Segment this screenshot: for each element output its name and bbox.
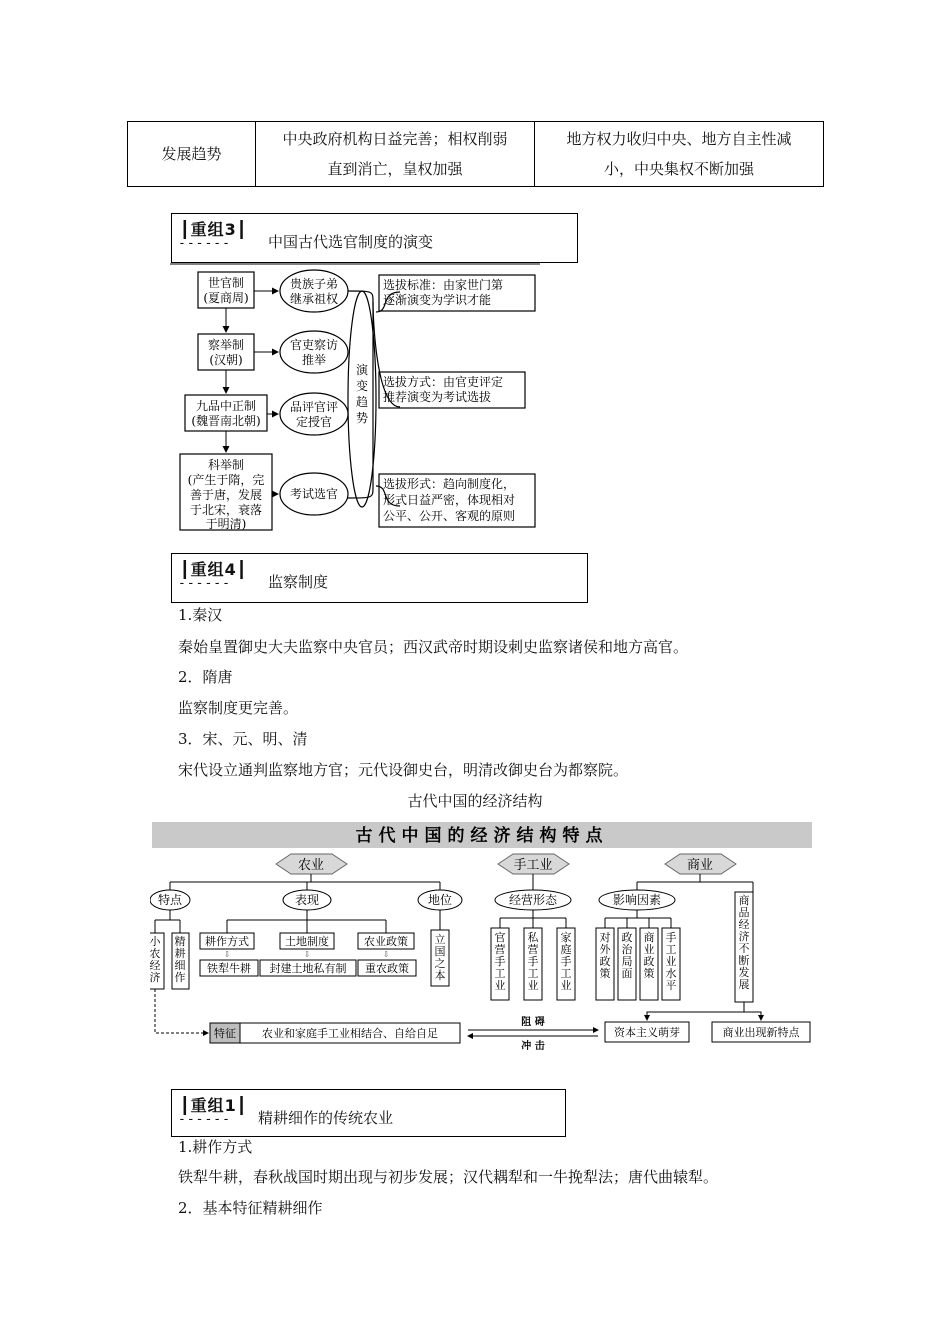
tezheng-label: 特征	[214, 1027, 236, 1040]
group1-header	[171, 1089, 566, 1137]
method-2-l1: 官吏察访	[289, 338, 339, 352]
diwei-label: 地位	[427, 893, 453, 907]
system-3-l1: 九品中正制	[195, 399, 257, 413]
trend-char-2: 变	[355, 379, 369, 393]
svg-text:⇩: ⇩	[303, 950, 311, 959]
tudi-label: 土地制度	[285, 935, 329, 948]
group1-title: 精耕细作的传统农业	[258, 1109, 394, 1127]
system-4-l1: 科举制	[207, 458, 245, 472]
system-4-l2: (产生于隋，完	[187, 473, 265, 487]
trend-char-1: 演	[355, 363, 369, 377]
trend-2-l2: 推荐演变为考试选拔	[383, 390, 492, 404]
method-3-l1: 品评官评	[289, 400, 339, 414]
zibenzhuyi-label: 资本主义萌芽	[614, 1026, 680, 1039]
trend-char-3: 趋	[355, 395, 369, 409]
method-4-l1: 考试选官	[289, 487, 339, 501]
trend-1-l1: 选拔标准：由家世门第	[383, 278, 504, 292]
zhongnong-label: 重农政策	[365, 962, 409, 975]
duiwai-label: 对外政策	[599, 931, 611, 980]
method-1-l1: 贵族子弟	[289, 277, 339, 291]
trend-table	[127, 121, 824, 187]
trend-central	[256, 122, 535, 187]
group4-tag: ┃重组4┃	[180, 560, 248, 579]
tedian-label: 特点	[157, 893, 183, 907]
agri-label: 农业	[297, 858, 325, 873]
trend-local-line1: 地方权力收归中央、地方自主性减	[566, 130, 792, 148]
shangpin-label: 商品经济不断发展	[738, 894, 750, 991]
biaoxian-label: 表现	[294, 893, 320, 907]
trend-3-l2: 形式日益严密，体现相对	[383, 493, 516, 507]
method-1-l2: 继承祖权	[289, 292, 339, 306]
method-3-l2: 定授官	[295, 415, 333, 429]
system-2-l2: (汉朝)	[209, 353, 243, 367]
system-1-l2: (夏商周)	[203, 291, 249, 305]
xintedian-label: 商业出现新特点	[722, 1026, 800, 1039]
trend-char-4: 势	[355, 411, 369, 425]
jiating-label: 家庭手工业	[560, 931, 572, 992]
selection-system-diagram	[170, 262, 555, 532]
trend-local-line2: 小，中央集权不断加强	[603, 160, 754, 178]
economic-structure-diagram	[150, 820, 815, 1050]
jiancha-para-1: 秦始皇置御史大夫监察中央官员；西汉武帝时期设刺史监察诸侯和地方高官。	[178, 638, 689, 656]
group3-dash: ------	[178, 236, 231, 251]
group3-tag: ┃重组3┃	[180, 220, 248, 239]
gengzuo-label: 耕作方式	[205, 935, 249, 948]
shangye-zc-label: 商业政策	[643, 931, 655, 980]
trend-3-l3: 公平、公开、客观的原则	[383, 509, 516, 523]
jinggeng-label: 精耕细作	[174, 935, 186, 984]
svg-text:⇩: ⇩	[223, 950, 231, 959]
group3-title: 中国古代选官制度的演变	[268, 233, 434, 251]
jiancha-heading-2: 2．隋唐	[178, 668, 233, 686]
system-2-l1: 察举制	[207, 338, 245, 352]
guanying-label: 官营手工业	[494, 931, 506, 992]
group4-header	[171, 553, 588, 603]
group1-dash: ------	[178, 1112, 231, 1127]
economy-section-title: 古代中国的经济结构	[407, 792, 543, 810]
trend-central-line2: 直到消亡，皇权加强	[327, 160, 463, 178]
xiaonong-label: 小农经济	[150, 935, 161, 984]
shougong-sp-label: 手工业水平	[665, 931, 677, 992]
zuai-label: 阻 碍	[521, 1017, 545, 1028]
trend-local	[535, 122, 824, 187]
svg-text:⇩: ⇩	[382, 950, 390, 959]
banner-text: 古代中国的经济结构特点	[355, 826, 609, 846]
system-4-l5: 于明清)	[205, 517, 247, 531]
jiancha-heading-3: 3．宋、元、明、清	[178, 730, 308, 748]
method-2-l2: 推举	[301, 353, 327, 367]
nongye-zc-label: 农业政策	[364, 935, 408, 948]
jiancha-heading-1: 1.秦汉	[178, 606, 223, 624]
group3-header	[171, 213, 578, 263]
system-1-l1: 世官制	[207, 276, 245, 290]
jingying-label: 经营形态	[508, 893, 558, 907]
group4-title: 监察制度	[268, 573, 329, 591]
group1-tag: ┃重组1┃	[180, 1096, 248, 1115]
tezheng-text: 农业和家庭手工业相结合、自给自足	[262, 1027, 438, 1040]
jiancha-para-2: 监察制度更完善。	[178, 699, 299, 717]
comm-label: 商业	[686, 858, 714, 873]
trend-label: 发展趋势	[128, 122, 256, 187]
fengjian-label: 封建土地私有制	[269, 962, 347, 975]
trend-central-line1: 中央政府机构日益完善；相权削弱	[282, 130, 508, 148]
chongji-label: 冲 击	[521, 1041, 545, 1050]
siying-label: 私营手工业	[527, 931, 539, 992]
system-3-l2: (魏晋南北朝)	[191, 414, 261, 428]
group4-dash: ------	[178, 576, 231, 591]
handi-label: 手工业	[513, 858, 553, 873]
trend-1-l2: 逐渐演变为学识才能	[383, 293, 492, 307]
liguo-label: 立国之本	[434, 933, 446, 982]
system-4-l4: 于北宋，衰落	[189, 503, 263, 517]
yingxiang-label: 影响因素	[612, 893, 662, 907]
nongye-heading-2: 2．基本特征精耕细作	[178, 1199, 323, 1217]
zhengzhi-label: 政治局面	[621, 931, 633, 980]
jiancha-para-3: 宋代设立通判监察地方官；元代设御史台，明清改御史台为都察院。	[178, 761, 629, 779]
nongye-para-1: 铁犁牛耕，春秋战国时期出现与初步发展；汉代耦犁和一牛挽犁法；唐代曲辕犁。	[178, 1168, 719, 1186]
trend-2-l1: 选拔方式：由官吏评定	[383, 375, 504, 389]
system-4-l3: 善于唐，发展	[189, 488, 263, 502]
tieli-label: 铁犁牛耕	[207, 962, 251, 975]
nongye-heading-1: 1.耕作方式	[178, 1138, 253, 1156]
trend-3-l1: 选拔形式：趋向制度化，	[383, 477, 516, 491]
